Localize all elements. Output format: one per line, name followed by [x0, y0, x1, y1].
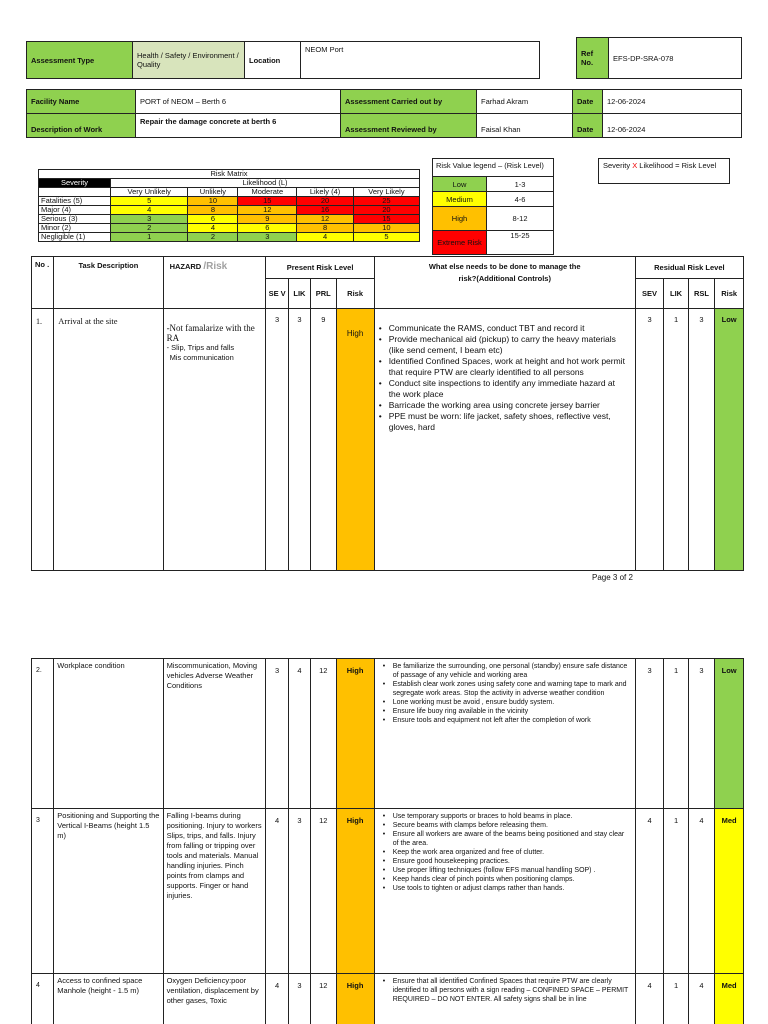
hazard-line: -Not famalarize with the RA	[166, 323, 255, 343]
matrix-col-header: Unlikely	[188, 188, 238, 197]
row-controls	[374, 309, 635, 571]
matrix-cell: 10	[188, 197, 238, 206]
control-item: • Ensure good housekeeping practices.	[385, 857, 629, 866]
matrix-cell: 2	[188, 233, 238, 242]
hazard-line: Mis communication	[169, 353, 234, 362]
carried-value: Farhad Akram	[477, 90, 573, 114]
col-hazard-header	[163, 257, 266, 309]
matrix-cell: 15	[238, 197, 297, 206]
row-lik: 3	[288, 974, 310, 1024]
matrix-col-header: Very Likely	[353, 188, 419, 197]
matrix-row-label: Serious (3)	[39, 215, 111, 224]
formula-box	[598, 158, 730, 184]
row-prl: 9	[311, 309, 336, 571]
col-lik-header: LIK	[288, 279, 310, 309]
control-item: • Use temporary supports or braces to hold beams in place.	[385, 812, 629, 821]
legend-range: 15-25	[487, 231, 554, 255]
matrix-cell: 3	[238, 233, 297, 242]
risk-table-page2	[31, 658, 744, 1024]
controls-header-line1: What else needs to be done to manage the	[428, 262, 581, 271]
risk-matrix-title: Risk Matrix	[39, 170, 420, 179]
row-risk-level: High	[336, 974, 374, 1024]
col-task-header: Task Description	[54, 257, 163, 309]
matrix-row-label: Major (4)	[39, 206, 111, 215]
legend-title: Risk Value legend – (Risk Level)	[433, 159, 554, 177]
row-task: Positioning and Supporting the Vertical I-Beams (height 1.5 m)	[54, 809, 163, 974]
facility-value: PORT of NEOM – Berth 6	[136, 90, 341, 114]
col-rlik-header: LIK	[664, 279, 688, 309]
row-sev: 4	[266, 809, 288, 974]
table-row	[32, 809, 744, 974]
description-label: Description of Work	[27, 114, 136, 138]
row-rlik: 1	[664, 309, 688, 571]
col-prl-header: PRL	[311, 279, 336, 309]
col-rrsl-header: RSL	[688, 279, 715, 309]
row-rsev: 3	[635, 659, 664, 809]
matrix-cell: 1	[111, 233, 188, 242]
row-task: Access to confined space Manhole (height - 1.5 m)	[54, 974, 163, 1024]
row-rsev: 4	[635, 809, 664, 974]
row-residual-risk: Low	[715, 659, 744, 809]
row-rrsl: 4	[688, 974, 715, 1024]
row-hazard	[163, 309, 266, 571]
row-task: Arrival at the site	[54, 309, 163, 571]
ref-label: Ref No.	[577, 38, 609, 79]
control-item: • Communicate the RAMS, conduct TBT and record it	[381, 323, 627, 334]
table-row	[32, 974, 744, 1024]
row-rsev: 4	[635, 974, 664, 1024]
page-number: Page 3 of 2	[592, 573, 633, 582]
matrix-cell: 4	[188, 224, 238, 233]
row-hazard: Falling I-beams during positioning. Injury to workers Slips, trips, and falls. Injury from falling or tripping over tools and materials. Manual handling injuries. Pinch points from clamps and supports. Finger or hand injuries.	[163, 809, 266, 974]
assessment-type-label: Assessment Type	[27, 42, 133, 79]
row-prl: 12	[311, 809, 336, 974]
row-residual-risk: Low	[715, 309, 744, 571]
present-risk-header: Present Risk Level	[266, 257, 374, 279]
row-controls	[374, 974, 635, 1024]
formula-rest: Likelihood = Risk Level	[637, 161, 717, 170]
reviewed-value: Faisal Khan	[477, 114, 573, 138]
controls-list	[385, 977, 629, 1004]
legend-range: 1-3	[487, 177, 554, 192]
matrix-cell: 8	[297, 224, 354, 233]
assessment-header	[26, 41, 540, 79]
row-rsev: 3	[635, 309, 664, 571]
page2-body	[32, 659, 744, 1024]
matrix-cell: 5	[353, 233, 419, 242]
row-lik: 4	[288, 659, 310, 809]
row-residual-risk: Med	[715, 809, 744, 974]
col-risk-header: Risk	[336, 279, 374, 309]
matrix-cell: 16	[297, 206, 354, 215]
controls-list	[385, 812, 629, 893]
row-lik: 3	[288, 809, 310, 974]
row-rrsl: 4	[688, 809, 715, 974]
control-item: • Use proper lifting techniques (follow EFS manual handling SOP) .	[385, 866, 629, 875]
row-no: 2.	[32, 659, 54, 809]
matrix-cell: 25	[353, 197, 419, 206]
row-rlik: 1	[664, 659, 688, 809]
row-task: Workplace condition	[54, 659, 163, 809]
row-controls	[374, 809, 635, 974]
row-rlik: 1	[664, 974, 688, 1024]
control-item: • Conduct site inspections to identify any immediate hazard at the work place	[381, 378, 627, 400]
matrix-cell: 15	[353, 215, 419, 224]
table-row	[32, 659, 744, 809]
matrix-col-header: Very Unlikely	[111, 188, 188, 197]
hazard-header-suffix: /Risk	[203, 261, 228, 272]
matrix-cell: 6	[188, 215, 238, 224]
legend-level: High	[433, 207, 487, 231]
matrix-cell: 20	[297, 197, 354, 206]
controls-list	[385, 662, 629, 725]
control-item: • Establish clear work zones using safety cone and warning tape to mark and segregate work areas. Stop the activity in adverse weather condition	[385, 680, 629, 698]
col-rsev-header: SEV	[635, 279, 664, 309]
control-item: • Be familiarize the surrounding, one personal (standby) ensure safe distance of passage of any vehicle and working area	[385, 662, 629, 680]
legend-level: Extreme Risk	[433, 231, 487, 255]
matrix-cell: 8	[188, 206, 238, 215]
table-row	[32, 309, 744, 571]
matrix-cell: 9	[238, 215, 297, 224]
row-risk-level: High	[336, 309, 374, 571]
control-item: • Keep hands clear of pinch points when positioning clamps.	[385, 875, 629, 884]
control-item: • Keep the work area organized and free of clutter.	[385, 848, 629, 857]
row-sev: 4	[266, 974, 288, 1024]
matrix-cell: 6	[238, 224, 297, 233]
control-item: • Ensure tools and equipment not left after the completion of work	[385, 716, 629, 725]
row-hazard: Oxygen Deficiency:poor ventilation, displacement by other gases, Toxic	[163, 974, 266, 1024]
matrix-row-label: Fatalities (5)	[39, 197, 111, 206]
legend-level: Medium	[433, 192, 487, 207]
row-no: 3	[32, 809, 54, 974]
formula-x: X	[632, 161, 638, 170]
legend-range: 8-12	[487, 207, 554, 231]
carried-label: Assessment Carried out by	[341, 90, 477, 114]
col-rrisk-header: Risk	[715, 279, 744, 309]
location-label: Location	[245, 42, 301, 79]
col-sev-header: SE V	[266, 279, 288, 309]
matrix-cell: 10	[353, 224, 419, 233]
control-item: • Barricade the working area using concrete jersey barrier	[381, 400, 627, 411]
control-item: • PPE must be worn: life jacket, safety shoes, reflective vest, gloves, hard	[381, 411, 627, 433]
date-value-2: 12-06-2024	[603, 114, 742, 138]
legend-level: Low	[433, 177, 487, 192]
risk-table-page1	[31, 256, 744, 571]
row-residual-risk: Med	[715, 974, 744, 1024]
matrix-cell: 20	[353, 206, 419, 215]
row-no: 4	[32, 974, 54, 1024]
matrix-cell: 12	[238, 206, 297, 215]
row-rrsl: 3	[688, 659, 715, 809]
matrix-row-label: Minor (2)	[39, 224, 111, 233]
matrix-col-header: Likely (4)	[297, 188, 354, 197]
control-item: • Provide mechanical aid (pickup) to carry the heavy materials (like send cement, I beam etc)	[381, 334, 627, 356]
row-sev: 3	[266, 659, 288, 809]
assessment-type-value: Health / Safety / Environment / Quality	[133, 42, 245, 79]
row-prl: 12	[311, 659, 336, 809]
location-value: NEOM Port	[301, 42, 540, 79]
date-label-2: Date	[573, 114, 603, 138]
matrix-cell: 3	[111, 215, 188, 224]
row-risk-level: High	[336, 659, 374, 809]
control-item: • Secure beams with clamps before releasing them.	[385, 821, 629, 830]
control-item: • Use tools to tighten or adjust clamps rather than hands.	[385, 884, 629, 893]
col-no-header: No .	[32, 257, 54, 309]
matrix-cell: 2	[111, 224, 188, 233]
row-rlik: 1	[664, 809, 688, 974]
row-controls	[374, 659, 635, 809]
reviewed-label: Assessment Reviewed by	[341, 114, 477, 138]
control-item: • Identified Confined Spaces, work at height and hot work permit that require PTW are clearly identified to all persons	[381, 356, 627, 378]
matrix-col-header: Moderate	[238, 188, 297, 197]
row-risk-level: High	[336, 809, 374, 974]
formula-severity: Severity	[603, 161, 633, 170]
row-sev: 3	[266, 309, 288, 571]
row-no: 1.	[32, 309, 54, 571]
likelihood-header: Likelihood (L)	[111, 179, 420, 188]
controls-header	[374, 257, 635, 309]
matrix-cell: 5	[111, 197, 188, 206]
legend-range: 4-6	[487, 192, 554, 207]
hazard-line: - Slip, Trips and falls	[166, 343, 235, 352]
row-lik: 3	[288, 309, 310, 571]
facility-table	[26, 89, 742, 138]
hazard-header-text: HAZARD	[169, 262, 202, 271]
controls-list	[381, 323, 627, 433]
matrix-row-label: Negligible (1)	[39, 233, 111, 242]
date-label-1: Date	[573, 90, 603, 114]
severity-header: Severity	[39, 179, 111, 188]
control-item: • Ensure that all identified Confined Spaces that require PTW are clearly identified to all persons with a sign reading – CONFINED SPACE – PERMIT REQUIRED – DO NOT ENTER. All safety signs shall be in line	[385, 977, 629, 1004]
control-item: • Ensure all workers are aware of the beams being positioned and stay clear of the area.	[385, 830, 629, 848]
residual-risk-header: Residual Risk Level	[635, 257, 743, 279]
date-value-1: 12-06-2024	[603, 90, 742, 114]
row-hazard: Miscommunication, Moving vehicles Adverse Weather Conditions	[163, 659, 266, 809]
row-rrsl: 3	[688, 309, 715, 571]
control-item: • Lone working must be avoid , ensure buddy system.	[385, 698, 629, 707]
ref-value: EFS-DP-SRA-078	[609, 38, 742, 79]
matrix-cell: 4	[297, 233, 354, 242]
ref-header	[576, 37, 742, 79]
row-prl: 12	[311, 974, 336, 1024]
matrix-cell: 12	[297, 215, 354, 224]
risk-matrix	[38, 169, 420, 242]
control-item: • Ensure life buoy ring available in the vicinity	[385, 707, 629, 716]
controls-header-line2: risk?(Additional Controls)	[458, 274, 551, 283]
matrix-cell: 4	[111, 206, 188, 215]
facility-label: Facility Name	[27, 90, 136, 114]
risk-legend	[432, 158, 554, 255]
description-value: Repair the damage concrete at berth 6	[136, 114, 341, 138]
